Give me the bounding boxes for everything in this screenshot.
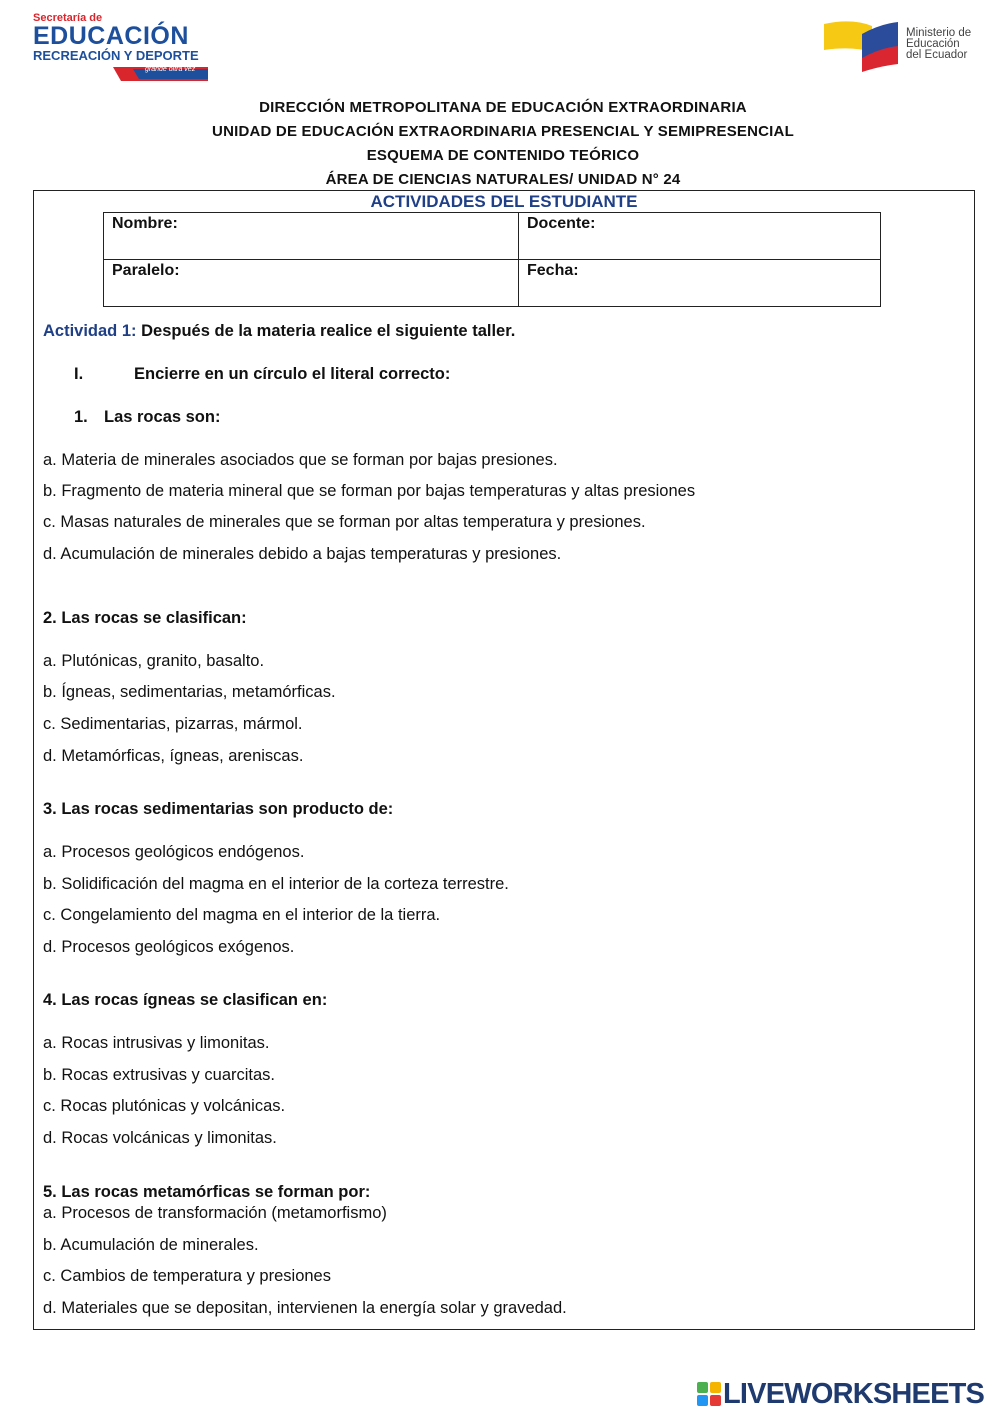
fecha-field[interactable]	[519, 260, 881, 307]
ministerio-educacion-logo	[822, 18, 992, 74]
document-headings	[0, 96, 1000, 192]
logo-right-line3: del Ecuador	[906, 49, 968, 61]
fecha-label: Fecha:	[527, 262, 579, 279]
paralelo-field[interactable]	[104, 260, 519, 307]
question-1-option-c[interactable]: c. Masas naturales de minerales que se forman por altas temperatura y presiones.	[43, 513, 646, 531]
question-1-number: 1.	[74, 408, 88, 426]
question-3-title: 3. Las rocas sedimentarias son producto de:	[43, 800, 394, 818]
question-5-option-b[interactable]: b. Acumulación de minerales.	[43, 1236, 259, 1254]
question-2-title: 2. Las rocas se clasifican:	[43, 609, 247, 627]
question-1-title: Las rocas son:	[104, 408, 221, 426]
question-5-title: 5. Las rocas metamórficas se forman por:	[43, 1183, 371, 1201]
activity-1-label: Actividad 1:	[43, 322, 137, 340]
question-1-option-d[interactable]: d. Acumulación de minerales debido a bajas temperaturas y presiones.	[43, 545, 562, 563]
question-2-option-a[interactable]: a. Plutónicas, granito, basalto.	[43, 652, 265, 670]
question-4-option-b[interactable]: b. Rocas extrusivas y cuarcitas.	[43, 1066, 275, 1084]
question-5-option-a[interactable]: a. Procesos de transformación (metamorfismo)	[43, 1204, 387, 1222]
logo-left-line3: RECREACIÓN Y DEPORTE	[33, 48, 199, 63]
question-3-option-d[interactable]: d. Procesos geológicos exógenos.	[43, 938, 295, 956]
logo-left-tagline: grande oltra vez	[145, 66, 196, 73]
nombre-label: Nombre:	[112, 215, 178, 232]
question-2-option-d[interactable]: d. Metamórficas, ígneas, areniscas.	[43, 747, 304, 765]
liveworksheets-logo-icon	[697, 1382, 721, 1406]
activity-1-instruction	[43, 321, 515, 341]
logo-right-line1: Ministerio de	[906, 27, 972, 39]
section-instruction: Encierre en un círculo el literal correcto:	[134, 365, 451, 383]
question-4-option-d[interactable]: d. Rocas volcánicas y limonitas.	[43, 1129, 277, 1147]
heading-direccion: DIRECCIÓN METROPOLITANA DE EDUCACIÓN EXTRAORDINARIA	[259, 99, 747, 116]
docente-label: Docente:	[527, 215, 596, 232]
nombre-field[interactable]	[104, 213, 519, 260]
secretaria-educacion-logo	[33, 12, 213, 74]
heading-esquema: ESQUEMA DE CONTENIDO TEÓRICO	[366, 147, 640, 164]
question-2-option-c[interactable]: c. Sedimentarias, pizarras, mármol.	[43, 715, 303, 733]
question-3-option-c[interactable]: c. Congelamiento del magma en el interior de la tierra.	[43, 906, 441, 924]
docente-field[interactable]	[519, 213, 881, 260]
activities-title: ACTIVIDADES DEL ESTUDIANTE	[370, 192, 638, 211]
question-3-option-a[interactable]: a. Procesos geológicos endógenos.	[43, 843, 305, 861]
question-5-option-d[interactable]: d. Materiales que se depositan, intervienen la energía solar y gravedad.	[43, 1299, 567, 1317]
logo-left-line2: EDUCACIÓN	[33, 22, 189, 50]
ecuador-flag-icon	[822, 18, 902, 74]
logo-right-text	[906, 28, 971, 61]
section-numeral: I.	[74, 365, 84, 383]
question-2-option-b[interactable]: b. Ígneas, sedimentarias, metamórficas.	[43, 683, 336, 701]
liveworksheets-text: LIVEWORKSHEETS	[723, 1378, 985, 1410]
heading-unidad: UNIDAD DE EDUCACIÓN EXTRAORDINARIA PRESENCIAL Y SEMIPRESENCIAL	[212, 123, 794, 140]
activity-1-text: Después de la materia realice el siguiente taller.	[141, 322, 516, 340]
activities-box	[33, 190, 975, 1330]
heading-area: ÁREA DE CIENCIAS NATURALES/ UNIDAD N° 24	[325, 171, 681, 188]
logo-left-line1: Secretaría de	[33, 12, 103, 24]
question-4-option-a[interactable]: a. Rocas intrusivas y limonitas.	[43, 1034, 270, 1052]
question-1-option-b[interactable]: b. Fragmento de materia mineral que se forman por bajas temperaturas y altas presiones	[43, 482, 696, 500]
student-info-table	[103, 212, 881, 307]
logo-right-line2: Educación	[906, 38, 960, 50]
question-4-option-c[interactable]: c. Rocas plutónicas y volcánicas.	[43, 1097, 286, 1115]
question-1-option-a[interactable]: a. Materia de minerales asociados que se forman por bajas presiones.	[43, 451, 558, 469]
paralelo-label: Paralelo:	[112, 262, 180, 279]
liveworksheets-brand	[697, 1378, 995, 1410]
question-4-title: 4. Las rocas ígneas se clasifican en:	[43, 991, 328, 1009]
question-3-option-b[interactable]: b. Solidificación del magma en el interior de la corteza terrestre.	[43, 875, 509, 893]
question-5-option-c[interactable]: c. Cambios de temperatura y presiones	[43, 1267, 331, 1285]
